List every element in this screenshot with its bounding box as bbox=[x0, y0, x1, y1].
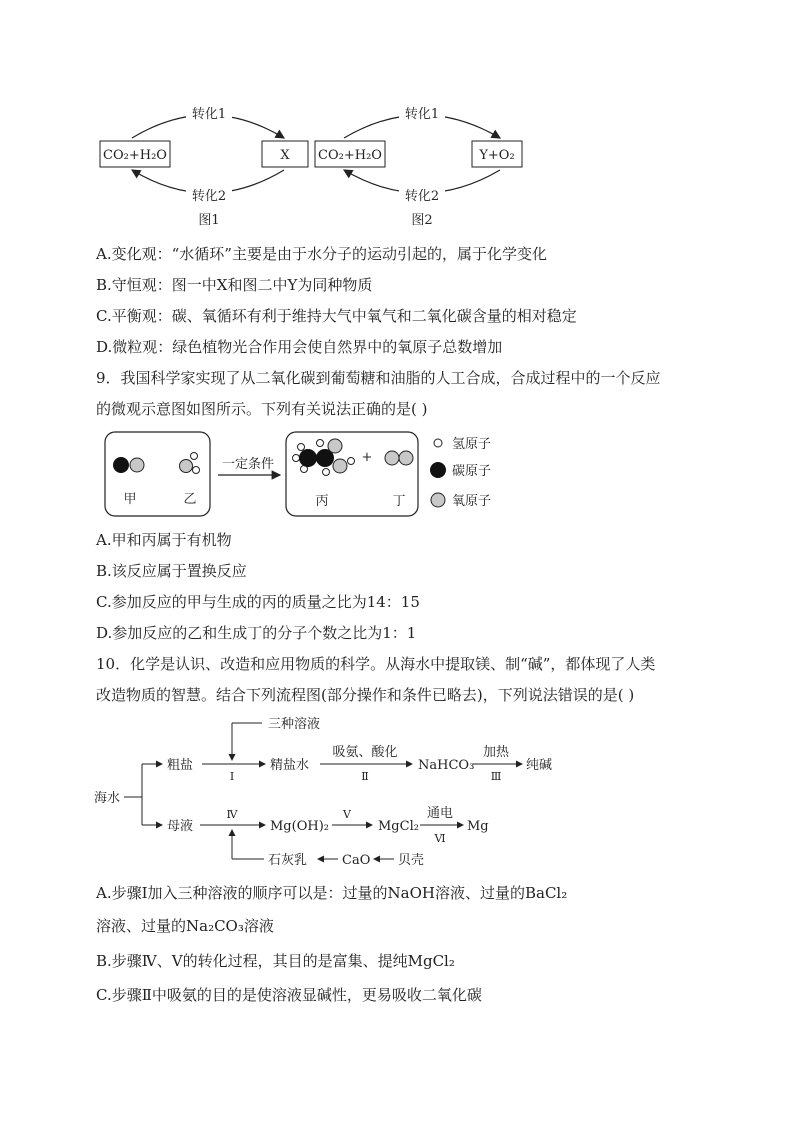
legend-carbon-icon bbox=[430, 462, 446, 478]
hydrogen-atom bbox=[293, 455, 300, 462]
q9-stem-line2: 的微观示意图如图所示。下列有关说法正确的是( ) bbox=[96, 400, 428, 418]
reaction-condition: 一定条件 bbox=[221, 457, 275, 472]
f2-bottom-label: 转化2 bbox=[404, 189, 440, 204]
oxygen-atom bbox=[333, 459, 347, 473]
legend-carbon: 碳原子 bbox=[452, 464, 492, 479]
label-jia: 甲 bbox=[123, 492, 137, 507]
q10-option-a-line1: A.步骤Ⅰ加入三种溶液的顺序可以是：过量的NaOH溶液、过量的BaCl₂ bbox=[96, 884, 568, 902]
node-soda: 纯碱 bbox=[526, 758, 553, 773]
hydrogen-atom bbox=[298, 444, 305, 451]
label-step2: Ⅱ bbox=[361, 770, 369, 783]
label-ding: 丁 bbox=[392, 494, 406, 509]
node-nahco3: NaHCO₃ bbox=[418, 758, 475, 773]
q9-option-b: B.该反应属于置换反应 bbox=[96, 562, 247, 580]
q8-option-b: B.守恒观：图一中X和图二中Y为同种物质 bbox=[96, 276, 373, 294]
node-shell: 贝壳 bbox=[398, 853, 425, 868]
cycle-figures bbox=[0, 0, 794, 240]
seawater-flowchart bbox=[0, 712, 794, 872]
figure-1 bbox=[100, 104, 308, 228]
node-three-solutions: 三种溶液 bbox=[268, 717, 321, 732]
node-refined-brine: 精盐水 bbox=[270, 758, 310, 773]
label-absorb: 吸氨、酸化 bbox=[332, 745, 398, 760]
legend-oxygen-icon bbox=[431, 493, 445, 507]
f1-top-label: 转化1 bbox=[191, 107, 227, 122]
label-step1: Ⅰ bbox=[229, 770, 235, 783]
q10-stem-line2: 改造物质的智慧。结合下列流程图(部分操作和条件已略去)，下列说法错误的是( ) bbox=[96, 686, 635, 704]
f2-top-label: 转化1 bbox=[404, 107, 440, 122]
label-step5: Ⅴ bbox=[343, 808, 351, 821]
hydrogen-atom bbox=[348, 458, 355, 465]
legend-hydrogen: 氢原子 bbox=[452, 437, 492, 452]
molecule-ding bbox=[385, 451, 413, 465]
q9-stem-line1: 9．我国科学家实现了从二氧化碳到葡萄糖和油脂的人工合成，合成过程中的一个反应 bbox=[96, 369, 661, 387]
node-lime-milk: 石灰乳 bbox=[268, 853, 308, 868]
legend-hydrogen-icon bbox=[434, 439, 442, 447]
f1-caption: 图1 bbox=[198, 213, 220, 228]
f2-caption: 图2 bbox=[411, 213, 433, 228]
node-mother-liquor: 母液 bbox=[167, 819, 194, 834]
label-yi: 乙 bbox=[183, 492, 197, 507]
label-step4: Ⅳ bbox=[226, 808, 238, 821]
hydrogen-atom bbox=[317, 440, 324, 447]
carbon-atom bbox=[113, 457, 129, 473]
label-step3: Ⅲ bbox=[490, 770, 502, 783]
label-step6: Ⅵ bbox=[434, 832, 446, 845]
f1-bottom-label: 转化2 bbox=[191, 189, 227, 204]
q10-option-c: C.步骤Ⅱ中吸氨的目的是使溶液显碱性，更易吸收二氧化碳 bbox=[96, 986, 482, 1004]
node-mgoh2: Mg(OH)₂ bbox=[270, 819, 329, 834]
q8-option-a: A.变化观：“水循环”主要是由于水分子的运动引起的，属于化学变化 bbox=[96, 245, 547, 263]
molecule-bing bbox=[293, 439, 355, 476]
molecule-jia bbox=[113, 457, 144, 473]
oxygen-atom bbox=[130, 458, 144, 472]
oxygen-atom bbox=[399, 451, 413, 465]
node-seawater: 海水 bbox=[94, 791, 121, 806]
f1-left-box-text: CO₂+H₂O bbox=[103, 148, 167, 163]
oxygen-atom bbox=[180, 460, 193, 473]
q8-option-c: C.平衡观：碳、氧循环有利于维持大气中氧气和二氧化碳含量的相对稳定 bbox=[96, 307, 577, 325]
q9-option-c: C.参加反应的甲与生成的丙的质量之比为14：15 bbox=[96, 593, 420, 611]
q10-option-b: B.步骤Ⅳ、Ⅴ的转化过程，其目的是富集、提纯MgCl₂ bbox=[96, 952, 455, 970]
f2-right-box-text: Y+O₂ bbox=[479, 148, 515, 163]
oxygen-atom bbox=[385, 451, 399, 465]
molecule-yi bbox=[180, 453, 200, 474]
node-mg: Mg bbox=[467, 819, 489, 834]
q10-stem-line1: 10．化学是认识、改造和应用物质的科学。从海水中提取镁、制“碱”，都体现了人类 bbox=[96, 655, 656, 673]
label-heat: 加热 bbox=[482, 745, 510, 760]
hydrogen-atom bbox=[191, 453, 198, 460]
reaction-micro-diagram bbox=[0, 428, 794, 523]
label-electrolysis: 通电 bbox=[426, 806, 454, 821]
hydrogen-atom bbox=[323, 469, 330, 476]
hydrogen-atom bbox=[193, 467, 200, 474]
node-mgcl2: MgCl₂ bbox=[378, 819, 419, 834]
node-cao: CaO bbox=[342, 853, 371, 868]
f1-right-box-text: X bbox=[280, 148, 290, 163]
q10-option-a-line2: 溶液、过量的Na₂CO₃溶液 bbox=[96, 917, 274, 935]
legend-oxygen: 氧原子 bbox=[452, 494, 492, 509]
carbon-atom bbox=[299, 449, 317, 467]
oxygen-atom bbox=[328, 439, 342, 453]
q9-option-d: D.参加反应的乙和生成丁的分子个数之比为1：1 bbox=[96, 624, 417, 642]
q9-option-a: A.甲和丙属于有机物 bbox=[96, 531, 232, 549]
figure-2 bbox=[315, 104, 522, 228]
plus-sign: + bbox=[361, 450, 373, 465]
node-crude-salt: 粗盐 bbox=[167, 758, 194, 773]
q8-option-d: D.微粒观：绿色植物光合作用会使自然界中的氧原子总数增加 bbox=[96, 338, 503, 356]
atom-legend bbox=[430, 437, 491, 509]
f2-left-box-text: CO₂+H₂O bbox=[318, 148, 382, 163]
label-bing: 丙 bbox=[315, 494, 329, 509]
